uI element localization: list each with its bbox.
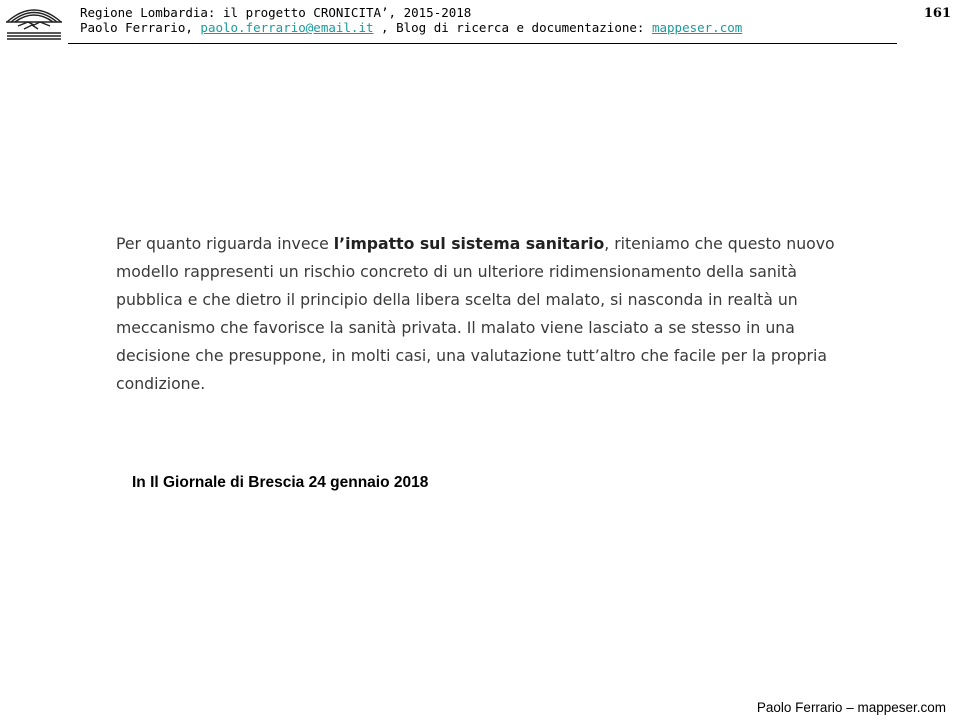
header-author-line — [80, 20, 742, 35]
header-blog-text: , Blog di ricerca e documentazione: — [373, 20, 652, 35]
header-divider — [68, 43, 897, 44]
article-excerpt — [116, 230, 868, 398]
page-footer: Paolo Ferrario – mappeser.com — [756, 700, 946, 715]
header-title: Regione Lombardia: il progetto CRONICITA’, 2015-2018 — [80, 5, 472, 20]
handshake-logo-icon — [4, 2, 64, 42]
page-number: 161 — [923, 6, 951, 21]
source-citation: In Il Giornale di Brescia 24 gennaio 2018 — [132, 474, 429, 491]
excerpt-highlight: l’impatto sul sistema sanitario — [333, 234, 605, 253]
excerpt-body: , riteniamo che questo nuovo modello rappresenti un rischio concreto di un ulteriore ridimensionamento della sanità pubblica e che dietro il principio della libera scelta del malato, si nasconda in realtà un meccanismo che favorisce la sanità privata. Il malato viene lasciato a se stesso in una decisione che presuppone, in molti casi, una valutazione tutt’altro che facile per la propria condizione. — [116, 234, 835, 393]
page-header — [80, 5, 742, 35]
header-author: Paolo Ferrario, — [80, 20, 201, 35]
site-link[interactable]: mappeser.com — [651, 20, 743, 35]
excerpt-intro: Per quanto riguarda invece — [116, 234, 334, 253]
email-link[interactable]: paolo.ferrario@email.it — [200, 20, 374, 35]
